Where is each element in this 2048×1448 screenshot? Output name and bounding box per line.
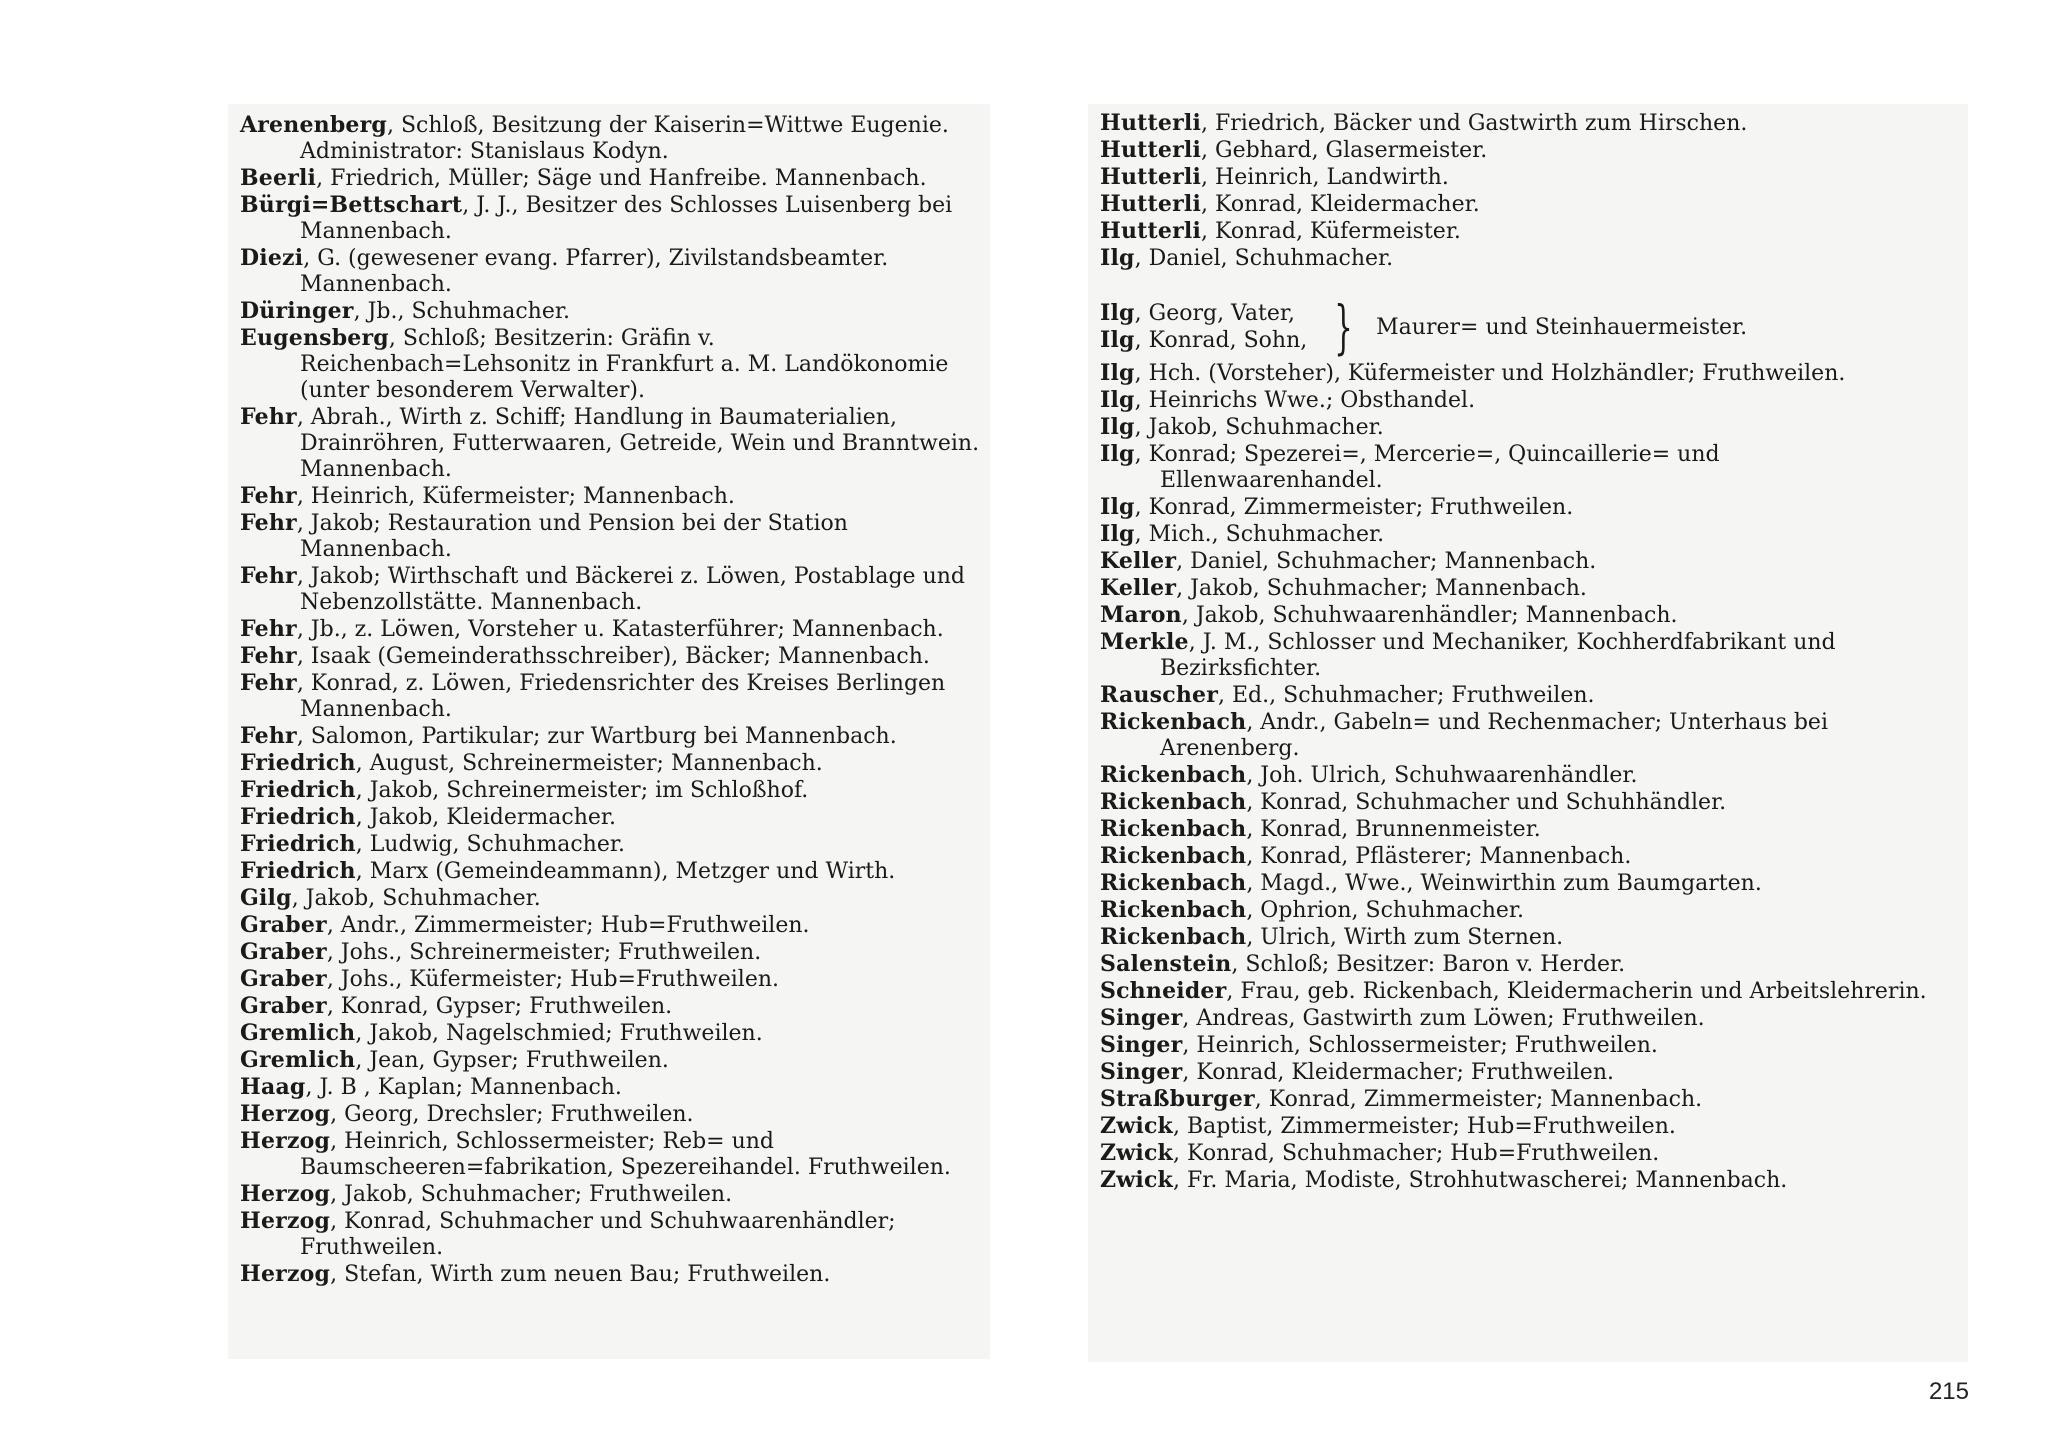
entry-surname: Ilg bbox=[1100, 387, 1135, 413]
entry-surname: Rickenbach bbox=[1100, 709, 1247, 735]
directory-entry bbox=[240, 112, 980, 165]
entry-surname: Fehr bbox=[240, 643, 297, 669]
entry-surname: Friedrich bbox=[240, 831, 356, 857]
directory-entry bbox=[240, 1181, 980, 1208]
right-entry-list-top bbox=[1100, 110, 1948, 272]
directory-entry bbox=[240, 723, 980, 750]
entry-surname: Hutterli bbox=[1100, 110, 1202, 136]
entry-details: , Jakob, Schuhmacher. bbox=[291, 886, 541, 911]
entry-surname: Diezi bbox=[240, 245, 304, 271]
directory-entry bbox=[1100, 548, 1948, 575]
directory-entry bbox=[1100, 709, 1948, 762]
entry-details: , Konrad, Gypser; Fruthweilen. bbox=[326, 994, 673, 1019]
entry-surname: Arenenberg bbox=[240, 112, 387, 138]
entry-details: , Schloß; Besitzerin: Gräfin v. Reichenbach=Lehsonitz in Frankfurt a. M. Landökonomie (unter besonderem Verwalter). bbox=[300, 326, 949, 403]
directory-entry bbox=[240, 563, 980, 616]
entry-surname: Merkle bbox=[1100, 629, 1189, 655]
entry-details: , Friedrich, Bäcker und Gastwirth zum Hirschen. bbox=[1201, 111, 1748, 136]
directory-entry bbox=[240, 1261, 980, 1288]
entry-surname: Gremlich bbox=[240, 1020, 356, 1046]
directory-entry bbox=[240, 510, 980, 563]
directory-entry bbox=[240, 483, 980, 510]
entry-surname: Singer bbox=[1100, 1059, 1183, 1085]
entry-surname: Herzog bbox=[240, 1101, 331, 1127]
entry-details: , Johs., Schreinermeister; Fruthweilen. bbox=[326, 940, 762, 965]
brace-shared-text: Maurer= und Steinhauermeister. bbox=[1376, 314, 1748, 340]
directory-entry bbox=[1100, 300, 1307, 327]
directory-entry bbox=[240, 993, 980, 1020]
directory-entry bbox=[1100, 441, 1948, 494]
directory-entry bbox=[1100, 1113, 1948, 1140]
entry-surname: Maron bbox=[1100, 602, 1182, 628]
directory-entry bbox=[1100, 414, 1948, 441]
directory-entry bbox=[1100, 1059, 1948, 1086]
entry-details: , Heinrich, Schlossermeister; Reb= und Baumscheeren=fabrikation, Spezereihandel. Fruthweilen. bbox=[300, 1129, 951, 1180]
directory-entry bbox=[240, 939, 980, 966]
entry-details: , Konrad, Zimmermeister; Fruthweilen. bbox=[1134, 495, 1574, 520]
entry-details: , Ulrich, Wirth zum Sternen. bbox=[1246, 925, 1564, 950]
entry-surname: Hutterli bbox=[1100, 137, 1202, 163]
directory-entry bbox=[1100, 978, 1948, 1005]
directory-entry bbox=[240, 1074, 980, 1101]
entry-surname: Rauscher bbox=[1100, 682, 1219, 708]
directory-entry bbox=[1100, 897, 1948, 924]
entry-details: , Konrad, Zimmermeister; Mannenbach. bbox=[1254, 1087, 1703, 1112]
directory-entry bbox=[1100, 1167, 1948, 1194]
entry-surname: Haag bbox=[240, 1074, 306, 1100]
entry-surname: Friedrich bbox=[240, 750, 356, 776]
entry-details: , Ophrion, Schuhmacher. bbox=[1246, 898, 1525, 923]
brace-group bbox=[1100, 293, 1948, 361]
right-column bbox=[1088, 104, 1968, 1362]
entry-details: , Konrad, Kleidermacher. bbox=[1201, 192, 1480, 217]
entry-details: , Joh. Ulrich, Schuhwaarenhändler. bbox=[1246, 763, 1638, 788]
directory-entry bbox=[1100, 575, 1948, 602]
entry-surname: Singer bbox=[1100, 1032, 1183, 1058]
entry-surname: Hutterli bbox=[1100, 191, 1202, 217]
directory-entry bbox=[240, 1047, 980, 1074]
entry-surname: Friedrich bbox=[240, 777, 356, 803]
entry-details: , Jakob, Schuhmacher; Mannenbach. bbox=[1176, 576, 1587, 601]
directory-entry bbox=[1100, 870, 1948, 897]
entry-surname: Bürgi=Bettschart bbox=[240, 192, 463, 218]
directory-entry bbox=[240, 165, 980, 192]
directory-entry bbox=[1100, 602, 1948, 629]
entry-details: , Hch. (Vorsteher), Küfermeister und Holzhändler; Fruthweilen. bbox=[1134, 361, 1846, 386]
entry-surname: Gremlich bbox=[240, 1047, 356, 1073]
entry-surname: Düringer bbox=[240, 298, 354, 324]
entry-details: , Heinrich, Schlossermeister; Fruthweilen. bbox=[1182, 1033, 1658, 1058]
directory-entry bbox=[1100, 816, 1948, 843]
entry-details: , Johs., Küfermeister; Hub=Fruthweilen. bbox=[326, 967, 780, 992]
entry-surname: Gilg bbox=[240, 885, 292, 911]
directory-entry bbox=[240, 298, 980, 325]
directory-entry bbox=[240, 325, 980, 404]
brace-symbol: } bbox=[1334, 293, 1353, 361]
directory-entry bbox=[240, 1208, 980, 1261]
directory-entry bbox=[1100, 360, 1948, 387]
directory-entry bbox=[240, 858, 980, 885]
left-column bbox=[228, 104, 990, 1359]
entry-details: , Daniel, Schuhmacher; Mannenbach. bbox=[1176, 549, 1597, 574]
entry-surname: Eugensberg bbox=[240, 325, 389, 351]
directory-entry bbox=[240, 777, 980, 804]
directory-entry bbox=[240, 1101, 980, 1128]
directory-entry bbox=[1100, 682, 1948, 709]
directory-entry bbox=[1100, 245, 1948, 272]
entry-details: , Jakob, Schuhwaarenhändler; Mannenbach. bbox=[1181, 603, 1678, 628]
entry-details: , Schloß; Besitzer: Baron v. Herder. bbox=[1231, 952, 1626, 977]
entry-surname: Rickenbach bbox=[1100, 816, 1247, 842]
entry-details: , Konrad, Schuhmacher und Schuhwaarenhändler; Fruthweilen. bbox=[300, 1209, 896, 1260]
entry-surname: Singer bbox=[1100, 1005, 1183, 1031]
entry-details: , Konrad; Spezerei=, Mercerie=, Quincaillerie= und Ellenwaarenhandel. bbox=[1134, 442, 1720, 493]
entry-details: , Jb., z. Löwen, Vorsteher u. Katasterführer; Mannenbach. bbox=[296, 617, 944, 642]
page-number: 215 bbox=[1928, 1378, 1969, 1405]
entry-details: , Marx (Gemeindeammann), Metzger und Wirth. bbox=[355, 859, 896, 884]
entry-surname: Fehr bbox=[240, 510, 297, 536]
entry-surname: Friedrich bbox=[240, 804, 356, 830]
directory-entry bbox=[1100, 521, 1948, 548]
entry-details: , Mich., Schuhmacher. bbox=[1134, 522, 1385, 547]
entry-surname: Rickenbach bbox=[1100, 843, 1247, 869]
entry-surname: Zwick bbox=[1100, 1167, 1173, 1193]
directory-entry bbox=[1100, 1032, 1948, 1059]
entry-surname: Ilg bbox=[1100, 414, 1135, 440]
entry-surname: Beerli bbox=[240, 165, 317, 191]
entry-details: , Jakob; Restauration und Pension bei der Station Mannenbach. bbox=[296, 511, 848, 562]
entry-surname: Graber bbox=[240, 939, 327, 965]
entry-details: , Jakob; Wirthschaft und Bäckerei z. Löwen, Postablage und Nebenzollstätte. Mannenbach. bbox=[296, 564, 965, 615]
directory-entry bbox=[240, 670, 980, 723]
entry-details: , Salomon, Partikular; zur Wartburg bei Mannenbach. bbox=[296, 724, 897, 749]
directory-entry bbox=[1100, 191, 1948, 218]
entry-details: , Heinrich, Küfermeister; Mannenbach. bbox=[296, 484, 735, 509]
entry-surname: Rickenbach bbox=[1100, 924, 1247, 950]
directory-entry bbox=[1100, 629, 1948, 682]
entry-surname: Rickenbach bbox=[1100, 762, 1247, 788]
left-entry-list bbox=[240, 112, 980, 1288]
directory-entry bbox=[240, 245, 980, 298]
directory-entry bbox=[1100, 1086, 1948, 1113]
entry-surname: Keller bbox=[1100, 575, 1177, 601]
entry-surname: Keller bbox=[1100, 548, 1177, 574]
directory-entry bbox=[1100, 218, 1948, 245]
directory-entry bbox=[240, 912, 980, 939]
directory-entry bbox=[240, 643, 980, 670]
entry-details: , Heinrich, Landwirth. bbox=[1201, 165, 1449, 190]
entry-details: , August, Schreinermeister; Mannenbach. bbox=[355, 751, 823, 776]
entry-surname: Fehr bbox=[240, 670, 297, 696]
entry-details: , Konrad, Küfermeister. bbox=[1201, 219, 1461, 244]
entry-details: , Konrad, Schuhmacher; Hub=Fruthweilen. bbox=[1173, 1141, 1660, 1166]
entry-details: , Friedrich, Müller; Säge und Hanfreibe. Mannenbach. bbox=[316, 166, 927, 191]
entry-surname: Ilg bbox=[1100, 494, 1135, 520]
directory-entry bbox=[1100, 110, 1948, 137]
entry-surname: Schneider bbox=[1100, 978, 1227, 1004]
entry-surname: Zwick bbox=[1100, 1113, 1173, 1139]
directory-entry bbox=[240, 1128, 980, 1181]
entry-details: , G. (gewesener evang. Pfarrer), Zivilstandsbeamter. Mannenbach. bbox=[300, 246, 889, 297]
entry-surname: Ilg bbox=[1100, 300, 1135, 326]
right-entry-list-bottom bbox=[1100, 360, 1948, 1194]
directory-entry bbox=[1100, 164, 1948, 191]
directory-entry bbox=[240, 831, 980, 858]
entry-details: , Jakob, Schuhmacher. bbox=[1134, 415, 1384, 440]
entry-surname: Ilg bbox=[1100, 360, 1135, 386]
entry-surname: Fehr bbox=[240, 404, 297, 430]
entry-surname: Ilg bbox=[1100, 441, 1135, 467]
entry-details: , Jean, Gypser; Fruthweilen. bbox=[355, 1048, 669, 1073]
entry-surname: Herzog bbox=[240, 1181, 331, 1207]
entry-details: , Jakob, Schuhmacher; Fruthweilen. bbox=[330, 1182, 733, 1207]
entry-surname: Fehr bbox=[240, 616, 297, 642]
entry-details: , Magd., Wwe., Weinwirthin zum Baumgarten. bbox=[1246, 871, 1762, 896]
directory-entry bbox=[240, 804, 980, 831]
entry-details: , Stefan, Wirth zum neuen Bau; Fruthweilen. bbox=[330, 1262, 831, 1287]
entry-details: , Konrad, z. Löwen, Friedensrichter des Kreises Berlingen Mannenbach. bbox=[296, 671, 946, 722]
entry-details: , Konrad, Sohn, bbox=[1134, 328, 1308, 353]
entry-details: , Daniel, Schuhmacher. bbox=[1134, 246, 1394, 271]
directory-entry bbox=[1100, 327, 1307, 354]
entry-details: , Schloß, Besitzung der Kaiserin=Wittwe Eugenie. Administrator: Stanislaus Kodyn. bbox=[300, 113, 949, 164]
directory-entry bbox=[1100, 951, 1948, 978]
directory-entry bbox=[240, 192, 980, 245]
entry-details: , Gebhard, Glasermeister. bbox=[1201, 138, 1488, 163]
entry-details: , Heinrichs Wwe.; Obsthandel. bbox=[1134, 388, 1476, 413]
entry-details: , J. B , Kaplan; Mannenbach. bbox=[305, 1075, 622, 1100]
entry-details: , J. M., Schlosser und Mechaniker, Kochherdfabrikant und Bezirksfichter. bbox=[1160, 630, 1836, 681]
directory-entry bbox=[240, 404, 980, 483]
directory-entry bbox=[240, 966, 980, 993]
entry-surname: Fehr bbox=[240, 723, 297, 749]
directory-entry bbox=[1100, 789, 1948, 816]
entry-details: , Abrah., Wirth z. Schiff; Handlung in Baumaterialien, Drainröhren, Futterwaaren, Getreide, Wein und Branntwein. Mannenbach. bbox=[296, 405, 980, 482]
entry-details: , Andr., Zimmermeister; Hub=Fruthweilen. bbox=[326, 913, 810, 938]
directory-entry bbox=[1100, 1140, 1948, 1167]
directory-entry bbox=[240, 750, 980, 777]
entry-surname: Ilg bbox=[1100, 521, 1135, 547]
entry-surname: Hutterli bbox=[1100, 218, 1202, 244]
entry-surname: Herzog bbox=[240, 1261, 331, 1287]
directory-entry bbox=[240, 616, 980, 643]
entry-surname: Straßburger bbox=[1100, 1086, 1255, 1112]
entry-surname: Ilg bbox=[1100, 327, 1135, 353]
entry-details: , Konrad, Pflästerer; Mannenbach. bbox=[1246, 844, 1632, 869]
entry-surname: Graber bbox=[240, 912, 327, 938]
entry-details: , Georg, Drechsler; Fruthweilen. bbox=[330, 1102, 694, 1127]
entry-details: , Jb., Schuhmacher. bbox=[353, 299, 570, 324]
directory-entry bbox=[240, 1020, 980, 1047]
entry-details: , J. J., Besitzer des Schlosses Luisenberg bei Mannenbach. bbox=[300, 193, 953, 244]
directory-entry bbox=[1100, 1005, 1948, 1032]
entry-details: , Konrad, Schuhmacher und Schuhhändler. bbox=[1246, 790, 1727, 815]
entry-surname: Hutterli bbox=[1100, 164, 1202, 190]
entry-details: , Jakob, Kleidermacher. bbox=[355, 805, 616, 830]
entry-details: , Frau, geb. Rickenbach, Kleidermacherin und Arbeitslehrerin. bbox=[1226, 979, 1927, 1004]
directory-entry bbox=[1100, 762, 1948, 789]
entry-surname: Graber bbox=[240, 966, 327, 992]
entry-surname: Fehr bbox=[240, 563, 297, 589]
directory-entry bbox=[1100, 137, 1948, 164]
entry-surname: Zwick bbox=[1100, 1140, 1173, 1166]
entry-surname: Friedrich bbox=[240, 858, 356, 884]
entry-details: , Ludwig, Schuhmacher. bbox=[355, 832, 625, 857]
brace-lines bbox=[1100, 300, 1307, 354]
entry-details: , Andr., Gabeln= und Rechenmacher; Unterhaus bei Arenenberg. bbox=[1160, 710, 1828, 761]
directory-entry bbox=[1100, 843, 1948, 870]
entry-details: , Georg, Vater, bbox=[1134, 301, 1295, 326]
entry-surname: Graber bbox=[240, 993, 327, 1019]
entry-surname: Rickenbach bbox=[1100, 789, 1247, 815]
directory-entry bbox=[240, 885, 980, 912]
entry-details: , Fr. Maria, Modiste, Strohhutwascherei; Mannenbach. bbox=[1173, 1168, 1788, 1193]
entry-details: , Konrad, Kleidermacher; Fruthweilen. bbox=[1182, 1060, 1614, 1085]
entry-surname: Fehr bbox=[240, 483, 297, 509]
entry-surname: Rickenbach bbox=[1100, 897, 1247, 923]
entry-details: , Jakob, Nagelschmied; Fruthweilen. bbox=[355, 1021, 763, 1046]
entry-surname: Ilg bbox=[1100, 245, 1135, 271]
entry-surname: Herzog bbox=[240, 1208, 331, 1234]
entry-surname: Herzog bbox=[240, 1128, 331, 1154]
entry-surname: Salenstein bbox=[1100, 951, 1232, 977]
entry-details: , Baptist, Zimmermeister; Hub=Fruthweilen. bbox=[1173, 1114, 1676, 1139]
entry-details: , Ed., Schuhmacher; Fruthweilen. bbox=[1218, 683, 1595, 708]
entry-details: , Isaak (Gemeinderathsschreiber), Bäcker; Mannenbach. bbox=[296, 644, 930, 669]
entry-details: , Konrad, Brunnenmeister. bbox=[1246, 817, 1541, 842]
directory-entry bbox=[1100, 387, 1948, 414]
entry-details: , Andreas, Gastwirth zum Löwen; Fruthweilen. bbox=[1182, 1006, 1705, 1031]
directory-entry bbox=[1100, 924, 1948, 951]
entry-surname: Rickenbach bbox=[1100, 870, 1247, 896]
directory-entry bbox=[1100, 494, 1948, 521]
entry-details: , Jakob, Schreinermeister; im Schloßhof. bbox=[355, 778, 809, 803]
